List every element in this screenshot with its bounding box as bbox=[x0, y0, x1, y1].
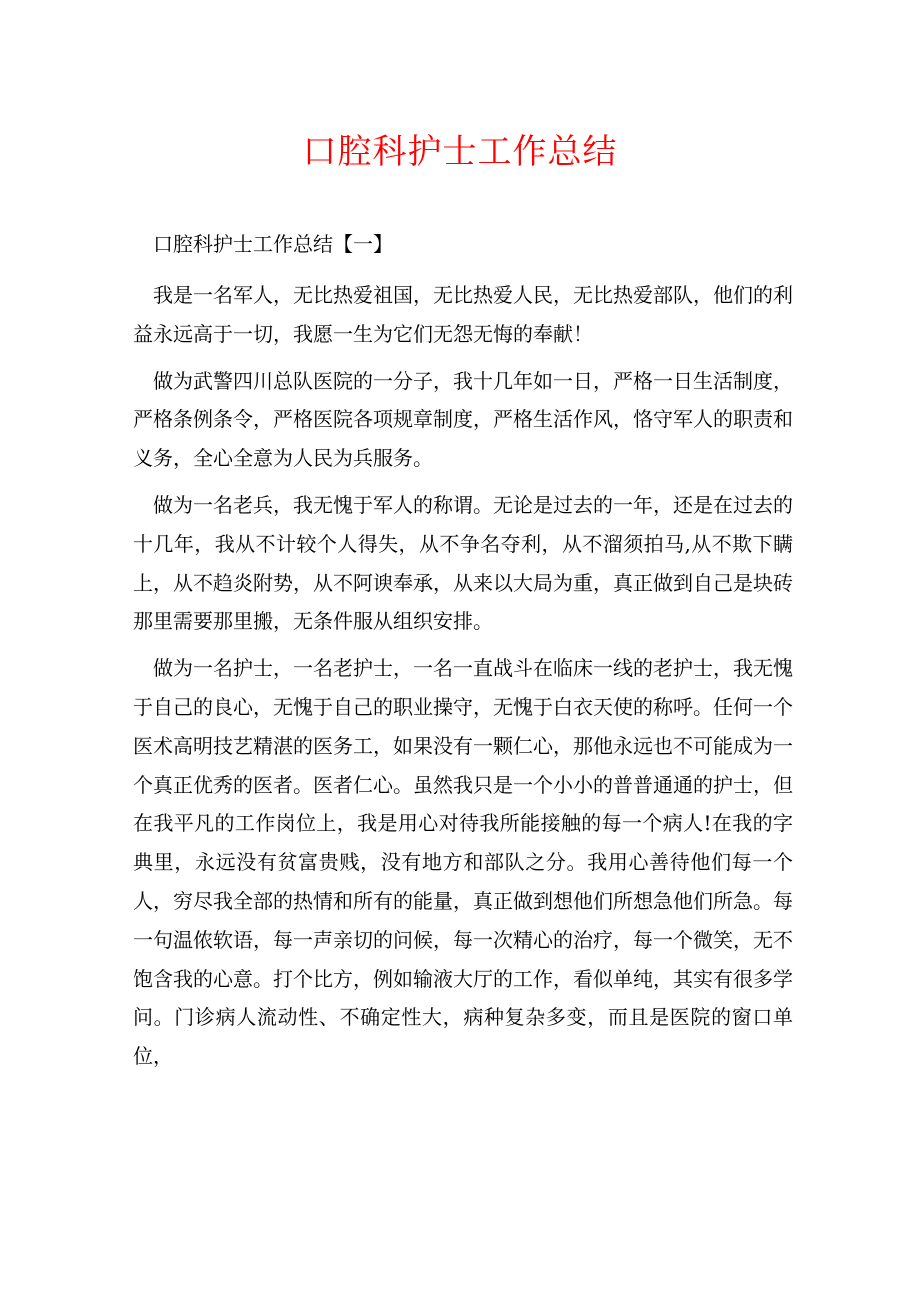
document-body bbox=[133, 276, 793, 1084]
paragraph: 做为一名护士，一名老护士，一名一直战斗在临床一线的老护士，我无愧于自己的良心，无愧于自己的职业操守，无愧于白衣天使的称呼。任何一个医术高明技艺精湛的医务工，如果没有一颗仁心，那他永远也不可能成为一个真正优秀的医者。医者仁心。虽然我只是一个小小的普普通通的护士，但在我平凡的工作岗位上，我是用心对待我所能接触的每一个病人!在我的字典里，永远没有贫富贵贱，没有地方和部队之分。我用心善待他们每一个人，穷尽我全部的热情和所有的能量，真正做到想他们所想急他们所急。每一句温侬软语，每一声亲切的问候，每一次精心的治疗，每一个微笑，无不饱含我的心意。打个比方，例如输液大厅的工作，看似单纯，其实有很多学问。门诊病人流动性、不确定性大，病种复杂多变，而且是医院的窗口单位， bbox=[133, 656, 793, 1069]
paragraph: 做为武警四川总队医院的一分子，我十几年如一日，严格一日生活制度，严格条例条令，严格医院各项规章制度，严格生活作风，恪守军人的职责和义务，全心全意为人民为兵服务。 bbox=[133, 368, 793, 471]
paragraph: 做为一名老兵，我无愧于军人的称谓。无论是过去的一年，还是在过去的十几年，我从不计较个人得失，从不争名夺利，从不溜须拍马,从不欺下瞒上，从不趋炎附势，从不阿谀奉承，从来以大局为重，真正做到自己是块砖那里需要那里搬，无条件服从组织安排。 bbox=[133, 492, 793, 634]
paragraph: 我是一名军人，无比热爱祖国，无比热爱人民，无比热爱部队，他们的利益永远高于一切，我愿一生为它们无怨无悔的奉献！ bbox=[133, 283, 793, 346]
section-heading: 口腔科护士工作总结【一】 bbox=[153, 232, 393, 256]
document-title: 口腔科护士工作总结 bbox=[302, 132, 618, 172]
